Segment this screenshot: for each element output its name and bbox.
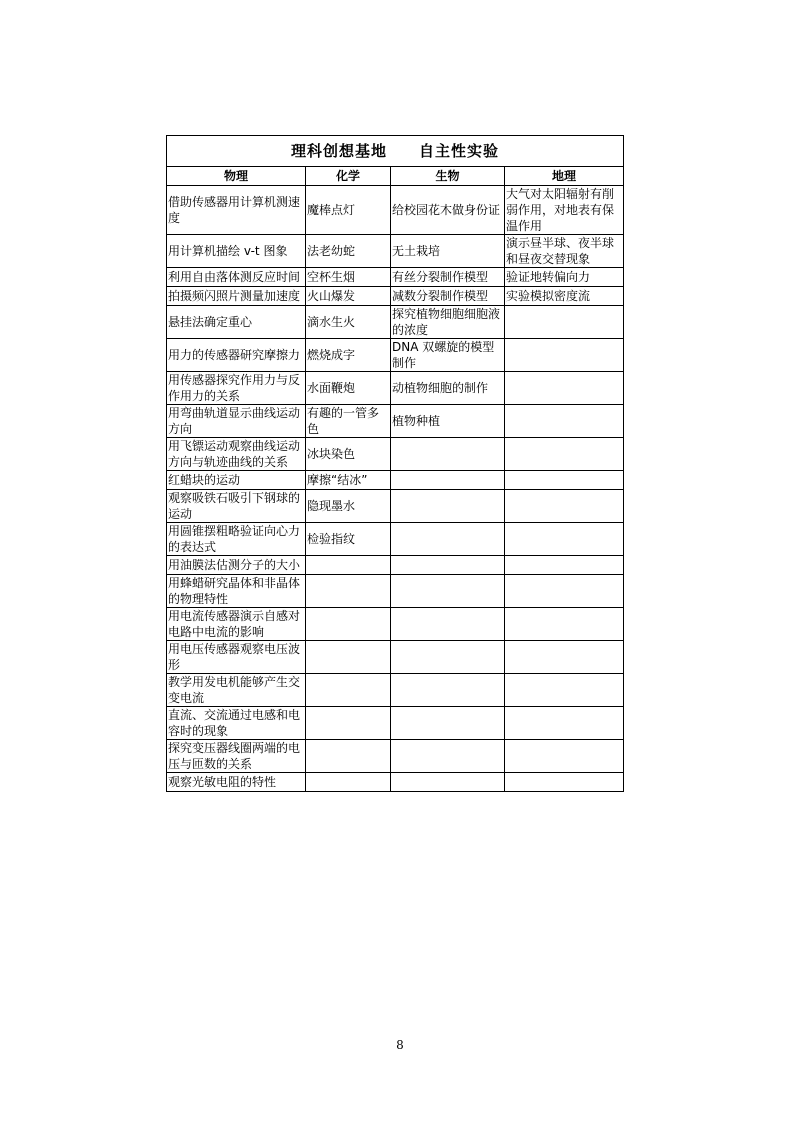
cell-geography <box>505 438 624 471</box>
table-row <box>167 268 624 287</box>
experiments-table <box>166 135 624 792</box>
cell-biology <box>391 608 505 641</box>
cell-physics: 悬挂法确定重心 <box>167 306 306 339</box>
cell-physics: 红蜡块的运动 <box>167 471 306 490</box>
cell-biology: 给校园花木做身份证 <box>391 186 505 235</box>
cell-chemistry <box>306 674 391 707</box>
cell-biology <box>391 490 505 523</box>
cell-biology <box>391 707 505 740</box>
cell-biology <box>391 438 505 471</box>
cell-biology: DNA 双螺旋的模型制作 <box>391 339 505 372</box>
cell-biology <box>391 641 505 674</box>
cell-biology: 探究植物细胞细胞液的浓度 <box>391 306 505 339</box>
cell-physics: 教学用发电机能够产生交变电流 <box>167 674 306 707</box>
cell-chemistry: 水面鞭炮 <box>306 372 391 405</box>
cell-biology: 有丝分裂制作模型 <box>391 268 505 287</box>
cell-chemistry: 有趣的一管多色 <box>306 405 391 438</box>
cell-geography <box>505 339 624 372</box>
table-row <box>167 641 624 674</box>
cell-biology <box>391 575 505 608</box>
cell-biology <box>391 523 505 556</box>
cell-geography: 验证地转偏向力 <box>505 268 624 287</box>
table-row <box>167 339 624 372</box>
table-title: 理科创想基地 自主性实验 <box>167 136 624 167</box>
cell-biology <box>391 773 505 792</box>
cell-chemistry <box>306 773 391 792</box>
table-row <box>167 372 624 405</box>
table-row <box>167 608 624 641</box>
cell-chemistry <box>306 740 391 773</box>
cell-physics: 用油膜法估测分子的大小 <box>167 556 306 575</box>
cell-chemistry: 法老幼蛇 <box>306 235 391 268</box>
cell-geography <box>505 575 624 608</box>
cell-physics: 用蜂蜡研究晶体和非晶体的物理特性 <box>167 575 306 608</box>
cell-chemistry: 检验指纹 <box>306 523 391 556</box>
table-row <box>167 306 624 339</box>
cell-geography <box>505 306 624 339</box>
cell-chemistry: 摩擦“结冰” <box>306 471 391 490</box>
cell-geography <box>505 641 624 674</box>
header-geography: 地理 <box>505 167 624 186</box>
cell-biology <box>391 471 505 490</box>
table-row <box>167 186 624 235</box>
cell-geography <box>505 740 624 773</box>
table-body <box>167 186 624 792</box>
title-row <box>167 136 624 167</box>
header-row <box>167 167 624 186</box>
cell-geography: 演示昼半球、夜半球和昼夜交替现象 <box>505 235 624 268</box>
cell-geography <box>505 674 624 707</box>
cell-geography <box>505 523 624 556</box>
header-physics: 物理 <box>167 167 306 186</box>
table-row <box>167 523 624 556</box>
cell-physics: 用力的传感器研究摩擦力 <box>167 339 306 372</box>
cell-geography <box>505 707 624 740</box>
table-row <box>167 575 624 608</box>
cell-biology: 减数分裂制作模型 <box>391 287 505 306</box>
cell-geography <box>505 773 624 792</box>
cell-geography: 实验模拟密度流 <box>505 287 624 306</box>
cell-physics: 用传感器探究作用力与反作用力的关系 <box>167 372 306 405</box>
cell-chemistry <box>306 608 391 641</box>
cell-biology: 无土栽培 <box>391 235 505 268</box>
cell-chemistry <box>306 556 391 575</box>
cell-biology: 动植物细胞的制作 <box>391 372 505 405</box>
cell-physics: 观察吸铁石吸引下钢球的运动 <box>167 490 306 523</box>
cell-physics: 用弯曲轨道显示曲线运动方向 <box>167 405 306 438</box>
cell-chemistry <box>306 707 391 740</box>
table-row <box>167 490 624 523</box>
cell-physics: 直流、交流通过电感和电容时的现象 <box>167 707 306 740</box>
cell-geography <box>505 372 624 405</box>
cell-biology <box>391 556 505 575</box>
table-row <box>167 287 624 306</box>
cell-biology <box>391 740 505 773</box>
cell-chemistry: 魔棒点灯 <box>306 186 391 235</box>
cell-chemistry: 燃烧成字 <box>306 339 391 372</box>
cell-chemistry <box>306 641 391 674</box>
header-biology: 生物 <box>391 167 505 186</box>
cell-geography <box>505 490 624 523</box>
table-row <box>167 405 624 438</box>
cell-geography <box>505 556 624 575</box>
table-row <box>167 471 624 490</box>
cell-physics: 用电压传感器观察电压波形 <box>167 641 306 674</box>
cell-physics: 探究变压器线圈两端的电压与匝数的关系 <box>167 740 306 773</box>
cell-geography: 大气对太阳辐射有削弱作用，对地表有保温作用 <box>505 186 624 235</box>
table-row <box>167 438 624 471</box>
page-number: 8 <box>396 1038 404 1052</box>
cell-chemistry: 火山爆发 <box>306 287 391 306</box>
table-row <box>167 773 624 792</box>
cell-physics: 用圆锥摆粗略验证向心力的表达式 <box>167 523 306 556</box>
table-row <box>167 556 624 575</box>
cell-chemistry: 隐现墨水 <box>306 490 391 523</box>
cell-physics: 观察光敏电阻的特性 <box>167 773 306 792</box>
cell-chemistry: 空杯生烟 <box>306 268 391 287</box>
cell-geography <box>505 471 624 490</box>
cell-biology <box>391 674 505 707</box>
cell-physics: 借助传感器用计算机测速度 <box>167 186 306 235</box>
table-row <box>167 740 624 773</box>
cell-geography <box>505 405 624 438</box>
table-row <box>167 235 624 268</box>
header-chemistry: 化学 <box>306 167 391 186</box>
cell-physics: 用计算机描绘 v-t 图象 <box>167 235 306 268</box>
cell-chemistry: 冰块染色 <box>306 438 391 471</box>
table-row <box>167 707 624 740</box>
cell-chemistry: 滴水生火 <box>306 306 391 339</box>
cell-geography <box>505 608 624 641</box>
cell-physics: 用飞镖运动观察曲线运动方向与轨迹曲线的关系 <box>167 438 306 471</box>
cell-physics: 拍摄频闪照片测量加速度 <box>167 287 306 306</box>
cell-physics: 用电流传感器演示自感对电路中电流的影响 <box>167 608 306 641</box>
table-row <box>167 674 624 707</box>
cell-biology: 植物种植 <box>391 405 505 438</box>
cell-physics: 利用自由落体测反应时间 <box>167 268 306 287</box>
cell-chemistry <box>306 575 391 608</box>
